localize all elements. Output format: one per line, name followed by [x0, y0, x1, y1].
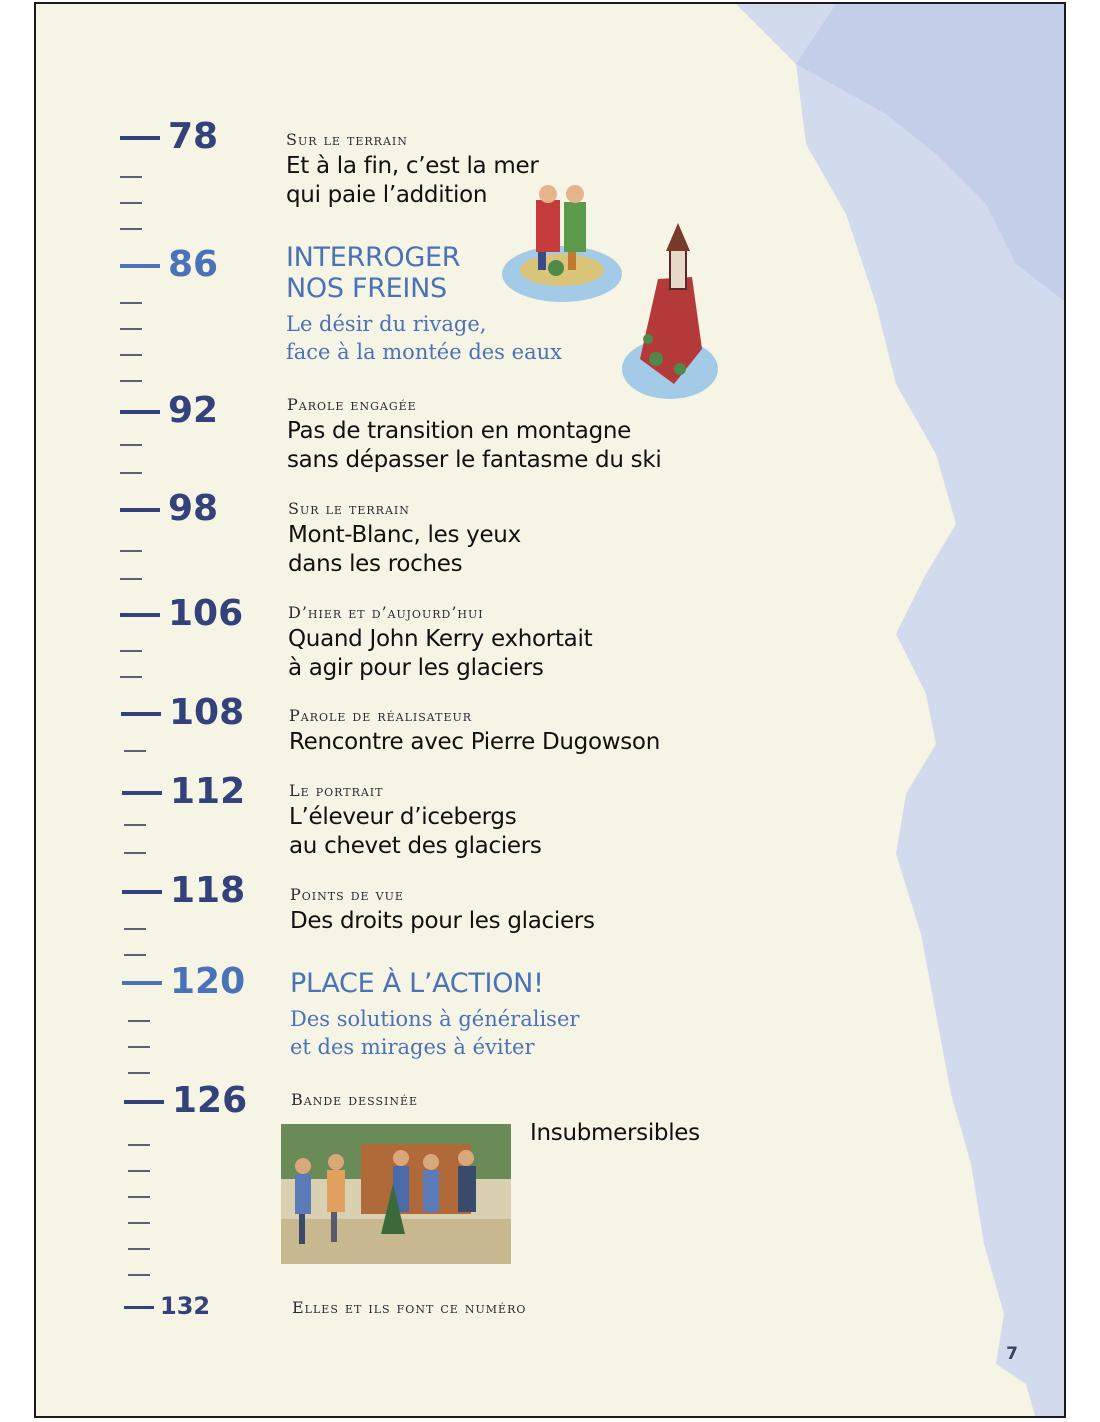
ruler-tick — [128, 1222, 150, 1224]
dash — [120, 508, 160, 512]
section-subtitle-86-line1: Le désir du rivage, — [286, 312, 487, 336]
church-island-illustration — [618, 219, 728, 404]
section-subtitle-120-line1: Des solutions à généraliser — [290, 1007, 580, 1031]
title-106-line1[interactable]: Quand John Kerry exhortait — [288, 626, 593, 652]
ruler-tick — [128, 1248, 150, 1250]
dash — [120, 613, 160, 617]
page-number-132: 132 — [124, 1292, 210, 1320]
page-number-118: 118 — [122, 870, 245, 911]
kicker-112: Le portrait — [289, 781, 384, 800]
page-number-78: 78 — [120, 116, 218, 157]
ruler-tick — [128, 1274, 150, 1276]
dash — [120, 410, 160, 414]
folio: 7 — [1006, 1344, 1018, 1364]
page-number-108: 108 — [121, 692, 244, 733]
dash — [120, 264, 160, 268]
dash — [124, 1306, 154, 1309]
page-number-92: 92 — [120, 390, 218, 431]
ruler-tick — [120, 650, 142, 652]
ruler-tick — [120, 202, 142, 204]
kicker-78: Sur le terrain — [286, 130, 408, 149]
ruler-tick — [128, 1170, 150, 1172]
magazine-page — [34, 2, 1066, 1418]
title-98-line1[interactable]: Mont-Blanc, les yeux — [288, 522, 521, 548]
ruler-tick — [124, 928, 146, 930]
ruler-tick — [120, 550, 142, 552]
ruler-tick — [120, 444, 142, 446]
kicker-118: Points de vue — [290, 885, 404, 904]
ruler-tick — [128, 1144, 150, 1146]
kicker-132[interactable]: Elles et ils font ce numéro — [292, 1298, 527, 1317]
kicker-108: Parole de réalisateur — [289, 706, 473, 725]
page-number-112: 112 — [122, 771, 245, 812]
page-number-126: 126 — [124, 1080, 247, 1121]
title-98-line2[interactable]: dans les roches — [288, 551, 463, 577]
ruler-tick — [120, 302, 142, 304]
page-number-98: 98 — [120, 488, 218, 529]
page-number-106: 106 — [120, 593, 243, 634]
ruler-tick — [128, 1046, 150, 1048]
section-title-86-line2[interactable]: NOS FREINS — [286, 273, 447, 304]
page-number-120: 120 — [122, 961, 245, 1002]
section-title-86-line1[interactable]: INTERROGER — [286, 242, 461, 273]
ruler-tick — [124, 852, 146, 854]
ruler-tick — [120, 328, 142, 330]
comic-panel-group-illustration — [281, 1124, 511, 1264]
page-number-86: 86 — [120, 244, 218, 285]
ruler-tick — [120, 176, 142, 178]
ruler-tick — [128, 1072, 150, 1074]
title-92-line1[interactable]: Pas de transition en montagne — [287, 418, 632, 444]
ruler-tick — [128, 1196, 150, 1198]
dash — [124, 1100, 164, 1104]
two-people-on-island-illustration — [496, 174, 636, 324]
section-title-120[interactable]: PLACE À L’ACTION! — [290, 968, 544, 999]
ruler-tick — [124, 750, 146, 752]
kicker-98: Sur le terrain — [288, 499, 410, 518]
title-118-line1[interactable]: Des droits pour les glaciers — [290, 908, 595, 934]
ruler-tick — [120, 578, 142, 580]
section-subtitle-120-line2: et des mirages à éviter — [290, 1035, 535, 1059]
ruler-tick — [120, 380, 142, 382]
section-subtitle-86-line2: face à la montée des eaux — [286, 340, 562, 364]
title-112-line1[interactable]: L’éleveur d’icebergs — [289, 804, 517, 830]
kicker-126: Bande dessinée — [291, 1090, 419, 1109]
dash — [122, 981, 162, 985]
ruler-tick — [124, 954, 146, 956]
dash — [122, 890, 162, 894]
title-108-line1[interactable]: Rencontre avec Pierre Dugowson — [289, 729, 660, 755]
ruler-tick — [124, 824, 146, 826]
dash — [121, 712, 161, 716]
title-112-line2[interactable]: au chevet des glaciers — [289, 833, 542, 859]
ruler-tick — [120, 228, 142, 230]
dash — [122, 791, 162, 795]
title-78-line1[interactable]: Et à la fin, c’est la mer — [286, 153, 539, 179]
dash — [120, 136, 160, 140]
ruler-tick — [120, 676, 142, 678]
kicker-92: Parole engagée — [287, 395, 417, 414]
title-92-line2[interactable]: sans dépasser le fantasme du ski — [287, 447, 662, 473]
ruler-tick — [128, 1020, 150, 1022]
title-78-line2[interactable]: qui paie l’addition — [286, 182, 488, 208]
kicker-106: D’hier et d’aujourd’hui — [288, 603, 484, 622]
ruler-tick — [120, 472, 142, 474]
ruler-tick — [120, 354, 142, 356]
title-106-line2[interactable]: à agir pour les glaciers — [288, 655, 544, 681]
title-126[interactable]: Insubmersibles — [530, 1120, 700, 1146]
